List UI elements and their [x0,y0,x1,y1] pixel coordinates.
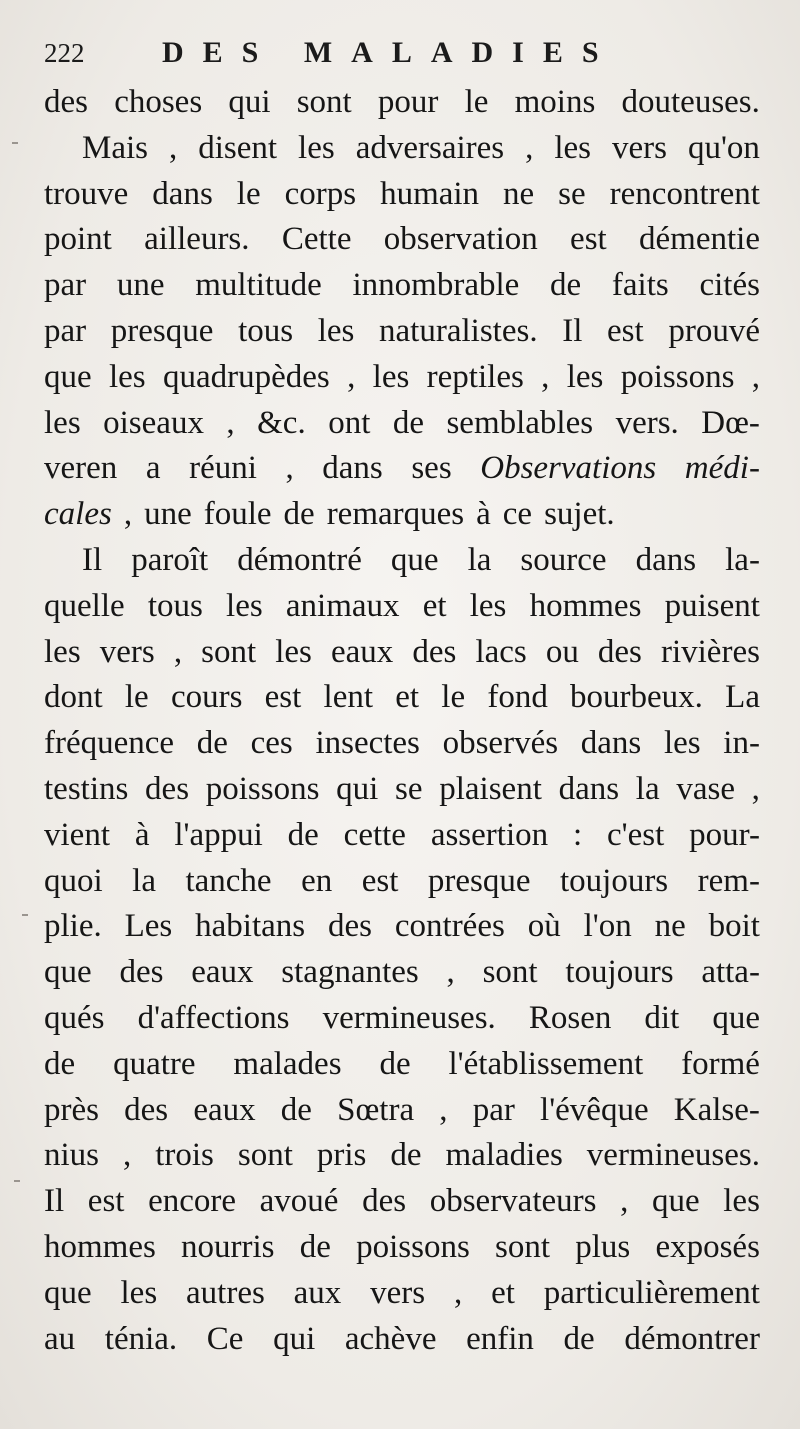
word: , [525,129,534,166]
word: disent [198,129,278,166]
word: tous [238,312,294,349]
word: Kalse- [673,1091,760,1128]
word: , [173,633,183,670]
word: , [285,450,294,487]
text-line [44,80,760,126]
word: plus [575,1228,631,1265]
word: douteuses. [621,84,760,120]
word: La [725,679,760,716]
text-line [44,813,760,859]
word: que [651,1183,700,1220]
word: ce [502,496,533,533]
word: des [328,908,372,945]
word: les [120,1274,158,1311]
word: la [132,862,156,899]
word: de [550,267,582,304]
word: de [563,1320,595,1357]
word: achève [344,1320,437,1357]
word: les [108,358,146,395]
word: Ce [206,1320,244,1357]
word: faits [611,267,669,304]
word: médi- [684,450,760,487]
word: que [44,954,92,991]
word: , [347,358,356,395]
text-line [44,1042,760,1088]
word: naturalistes. [379,312,538,349]
word: des [597,633,642,670]
word: une [116,267,165,304]
word: autres [186,1274,265,1311]
word: à [134,816,150,853]
word: atta- [701,954,760,991]
word: dans [558,770,620,807]
running-head: DES MALADIES [162,36,618,69]
word: que [712,999,760,1036]
word: , [541,358,550,395]
word: aux [293,1274,342,1311]
word: hommes [529,587,642,624]
word: qui [228,84,271,120]
word: malades [233,1045,342,1082]
text-line [44,126,760,172]
word: contrées [394,908,505,945]
word: , [123,1137,132,1174]
word: se [558,175,586,212]
word: nius [44,1137,100,1174]
word: les [44,633,81,670]
word: puisent [664,587,760,624]
word: sont [482,954,538,991]
word: par [44,312,87,349]
word: eaux [193,1091,256,1128]
text-line [44,217,760,263]
word: encore [148,1183,237,1220]
word: réuni [189,450,257,487]
word: , [620,1183,629,1220]
word: stagnantes [281,954,419,991]
word: rivières [660,633,760,670]
word: , [168,129,178,166]
word: est [570,221,607,258]
word: animaux [285,587,400,624]
word: testins [44,770,129,807]
word: observés [442,725,559,762]
word: , [226,404,235,441]
word: , [751,358,760,395]
word: Rosen [528,999,612,1036]
word: par [472,1091,515,1128]
word: de [390,1137,422,1174]
word: que [390,541,439,578]
word: ou [545,633,579,670]
word: ces [250,725,293,762]
word: la [635,770,660,807]
word: vers [611,129,667,166]
word: le [236,175,261,212]
word: , [453,1274,463,1311]
word: in- [723,725,760,762]
word: plaisent [439,770,542,807]
text-line [44,1179,760,1225]
word: est [361,862,399,899]
word: ténia. [104,1320,178,1357]
word: trouve [44,175,129,212]
word: sujet. [544,496,615,533]
word: oiseaux [103,404,204,441]
word: les [226,587,263,624]
word: Il [44,1183,65,1220]
word: qu'on [687,129,760,166]
text-line [44,263,760,309]
word: Sœtra [337,1091,415,1128]
word: bourbeux. [570,679,703,716]
word: dont [44,679,103,716]
text-line [44,950,760,996]
text-line [44,721,760,767]
word: Dœ- [701,404,760,441]
margin-speck [12,142,18,144]
word: moins [514,84,596,120]
word: au [44,1320,76,1357]
word: exposés [655,1228,760,1265]
word: le [464,84,489,120]
word: qués [44,999,105,1036]
word: le [124,679,149,716]
word: eaux [191,954,254,991]
word: enfin [466,1320,534,1357]
word: formé [681,1045,760,1082]
text-line [44,492,760,538]
word: habitans [195,908,306,945]
word: cales [44,496,112,533]
word: rem- [697,862,760,899]
word: les [317,312,355,349]
word: fréquence [44,725,175,762]
word: où [527,908,561,945]
word: poissons [620,358,735,395]
word: , [439,1091,448,1128]
word: les [372,358,410,395]
word: des [362,1183,407,1220]
word: Observations [480,450,657,487]
word: une [144,496,192,533]
word: a [145,450,161,487]
word: les [723,1183,760,1220]
word: ne [503,175,535,212]
word: des [145,770,190,807]
word: se [395,770,423,807]
word: des [412,633,457,670]
word: de [299,1228,331,1265]
word: observation [383,221,538,258]
word: toujours [559,862,669,899]
word: des [124,1091,169,1128]
word: est [87,1183,125,1220]
word: hommes [44,1228,156,1265]
word: quadrupèdes [162,358,330,395]
word: de [196,725,228,762]
word: dans [322,450,383,487]
word: près [44,1091,99,1128]
word: sont [495,1228,551,1265]
word: quelle [44,587,125,624]
word: fond [487,679,548,716]
word: ailleurs. [144,221,250,258]
word: que [44,358,92,395]
word: démontré [237,541,362,578]
word: multitude [195,267,322,304]
text-line [44,538,760,584]
word: les [663,725,701,762]
word: toujours [565,954,674,991]
word: insectes [315,725,420,762]
word: dans [580,725,642,762]
word: des [119,954,164,991]
word: Il [562,312,583,349]
text-line [44,172,760,218]
word: rencontrent [609,175,760,212]
word: sont [296,84,352,120]
word: corps [284,175,357,212]
margin-speck [22,914,28,916]
word: particulièrement [543,1274,760,1311]
text-line [44,401,760,447]
word: le [441,679,466,716]
page-number: 222 [44,38,85,68]
word: boit [708,908,760,945]
word: c'est [607,816,665,853]
word: plie. [44,908,102,945]
word: lacs [475,633,527,670]
margin-speck [14,1180,20,1182]
word: l'on [583,908,632,945]
word: nourris [181,1228,275,1265]
word: eaux [330,633,394,670]
word: d'affections [137,999,290,1036]
word: les [44,404,81,441]
word: en [301,862,333,899]
word: de [287,816,319,853]
word: et [491,1274,515,1311]
text-line [44,584,760,630]
word: l'établissement [448,1045,644,1082]
word: trois [155,1137,214,1174]
word: qui [273,1320,316,1357]
word: quatre [113,1045,196,1082]
word: pour- [689,816,760,853]
word: ont [328,404,371,441]
word: les [298,129,335,166]
word: dit [644,999,680,1036]
word: des [44,84,88,120]
text-line [44,859,760,905]
word: à [476,496,491,533]
word: Mais [82,129,148,166]
word: vient [44,816,110,853]
word: vers [370,1274,426,1311]
word: de [283,496,315,533]
word: tous [147,587,203,624]
text-line [44,1088,760,1134]
word: cette [343,816,406,853]
word: reptiles [426,358,524,395]
word: lent [323,679,374,716]
body-text [44,80,760,1362]
text-line [44,355,760,401]
word: veren [44,450,118,487]
word: avoué [259,1183,339,1220]
word: quoi [44,862,103,899]
word: assertion [430,816,549,853]
word: dans [152,175,213,212]
text-line [44,675,760,721]
word: source [520,541,607,578]
word: poissons [205,770,320,807]
word: démontrer [624,1320,760,1357]
word: l'appui [174,816,263,853]
word: pour [377,84,439,120]
text-line [44,1133,760,1179]
word: remarques [326,496,465,533]
word: humain [380,175,480,212]
text-line [44,767,760,813]
word: , [123,496,133,533]
word: que [44,1274,92,1311]
word: ne [654,908,686,945]
word: adversaires [355,129,505,166]
word: et [395,679,420,716]
word: observateurs [429,1183,597,1220]
word: les [554,129,591,166]
text-line [44,309,760,355]
text-line [44,630,760,676]
word: maladies [445,1137,563,1174]
word: vermineuses. [322,999,496,1036]
word: , [446,954,455,991]
word: prouvé [668,312,760,349]
word: cités [699,267,760,304]
text-line [44,446,760,492]
word: Cette [281,221,352,258]
word: poissons [356,1228,470,1265]
word: de [392,404,424,441]
word: presque [427,862,531,899]
word: choses [114,84,203,120]
word: vers. [615,404,679,441]
word: de [379,1045,411,1082]
word: démentie [639,221,760,258]
word: qui [336,770,379,807]
word: point [44,221,112,258]
word: sont [201,633,257,670]
word: de [280,1091,312,1128]
word: les [469,587,507,624]
word: tanche [185,862,272,899]
word: ses [411,450,452,487]
word: Il [82,541,103,578]
word: la [467,541,492,578]
word: sont [237,1137,293,1174]
word: dans [635,541,697,578]
word: est [264,679,302,716]
word: les [566,358,604,395]
word: innombrable [352,267,520,304]
text-line [44,1225,760,1271]
word: Les [124,908,173,945]
word: est [607,312,644,349]
word: foule [203,496,272,533]
word: &c. [257,404,306,441]
text-line [44,1271,760,1317]
word: de [44,1045,76,1082]
text-line [44,996,760,1042]
word: : [572,816,583,853]
word: par [44,267,87,304]
text-line [44,904,760,950]
word: vers [99,633,155,670]
word: pris [316,1137,367,1174]
text-line [44,1317,760,1363]
word: vermineuses. [586,1137,760,1174]
word: , [751,770,760,807]
word: et [422,587,447,624]
word: presque [110,312,214,349]
word: la- [725,541,760,578]
word: cours [170,679,243,716]
word: paroît [131,541,209,578]
word: les [275,633,312,670]
word: vase [676,770,735,807]
word: l'évêque [540,1091,649,1128]
word: semblables [446,404,594,441]
